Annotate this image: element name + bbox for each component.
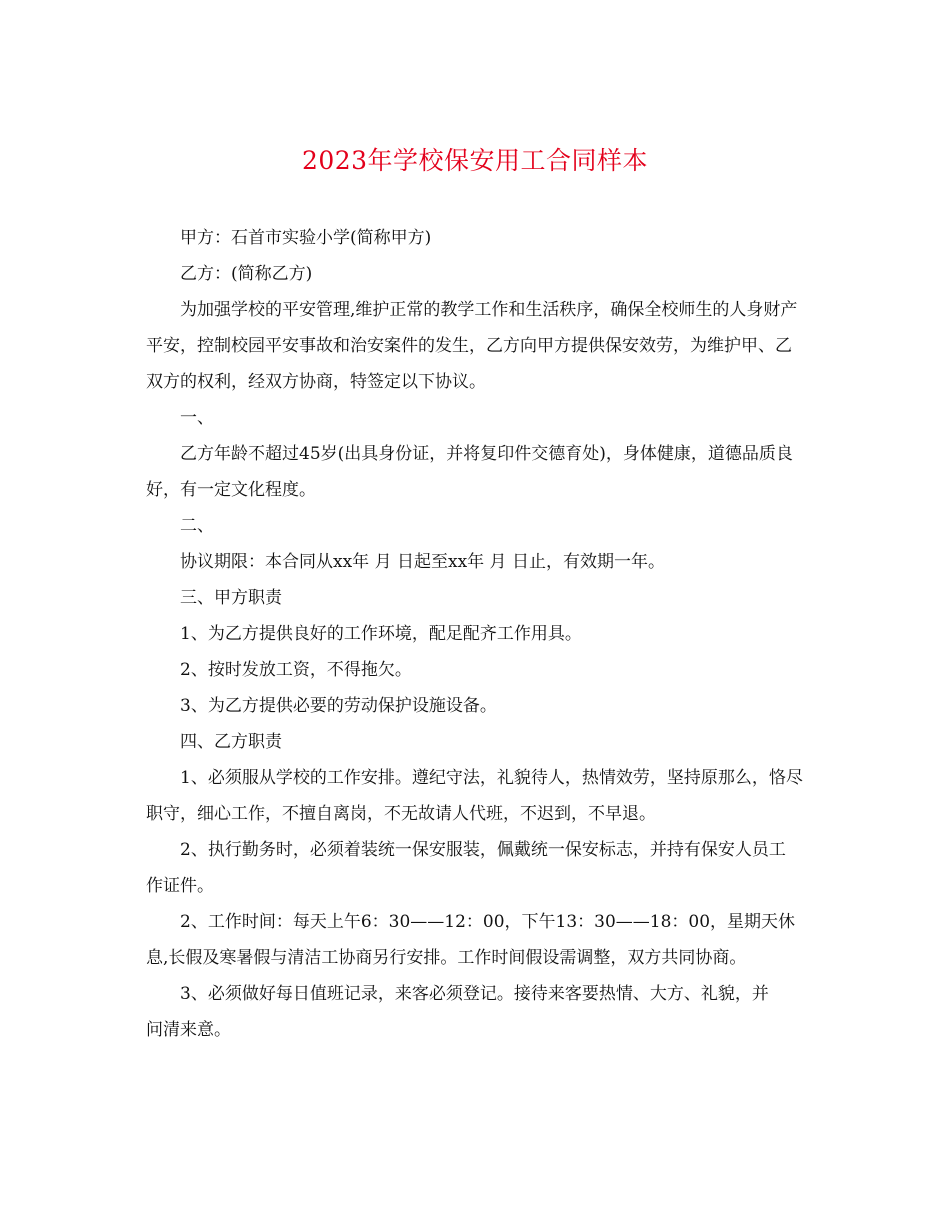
- document-body: [146, 220, 810, 1048]
- section-heading-1: 一、: [180, 408, 214, 428]
- section-heading-4: 四、乙方职责: [180, 732, 282, 752]
- document-title: 2023年学校保安用工合同样本: [301, 146, 649, 175]
- list-item: 1、为乙方提供良好的工作环境，配足配齐工作用具。: [180, 624, 582, 644]
- list-item: 2、工作时间：每天上午6：30——12：00，下午13：30——18：00，星期天休息,长假及寒暑假与清洁工协商另行安排。工作时间假设需调整，双方共同协商。: [146, 912, 796, 968]
- paragraph-party-a: 甲方：石首市实验小学(简称甲方): [180, 228, 432, 248]
- paragraph-age-requirement: 乙方年龄不超过45岁(出具身份证，并将复印件交德育处)，身体健康，道德品质良好，有一定文化程度。: [146, 444, 793, 500]
- list-item: 2、按时发放工资，不得拖欠。: [180, 660, 412, 680]
- section-heading-3: 三、甲方职责: [180, 588, 282, 608]
- list-item: 2、执行勤务时，必须着装统一保安服装，佩戴统一保安标志，并持有保安人员工作证件。: [146, 840, 786, 896]
- list-item: 3、必须做好每日值班记录，来客必须登记。接待来客要热情、大方、礼貌，并问清来意。: [146, 984, 769, 1040]
- list-item: 3、为乙方提供必要的劳动保护设施设备。: [180, 696, 497, 716]
- paragraph-party-b: 乙方：(简称乙方): [180, 264, 313, 284]
- list-item: 1、必须服从学校的工作安排。遵纪守法，礼貌待人，热情效劳，坚持原那么，恪尽职守，细心工作，不擅自离岗，不无故请人代班，不迟到，不早退。: [146, 768, 803, 824]
- paragraph-preamble: 为加强学校的平安管理,维护正常的教学工作和生活秩序，确保全校师生的人身财产平安，控制校园平安事故和治安案件的发生，乙方向甲方提供保安效劳，为维护甲、乙双方的权利，经双方协商，特签定以下协议。: [146, 300, 798, 392]
- section-heading-2: 二、: [180, 516, 214, 536]
- paragraph-term: 协议期限：本合同从xx年 月 日起至xx年 月 日止，有效期一年。: [180, 552, 665, 572]
